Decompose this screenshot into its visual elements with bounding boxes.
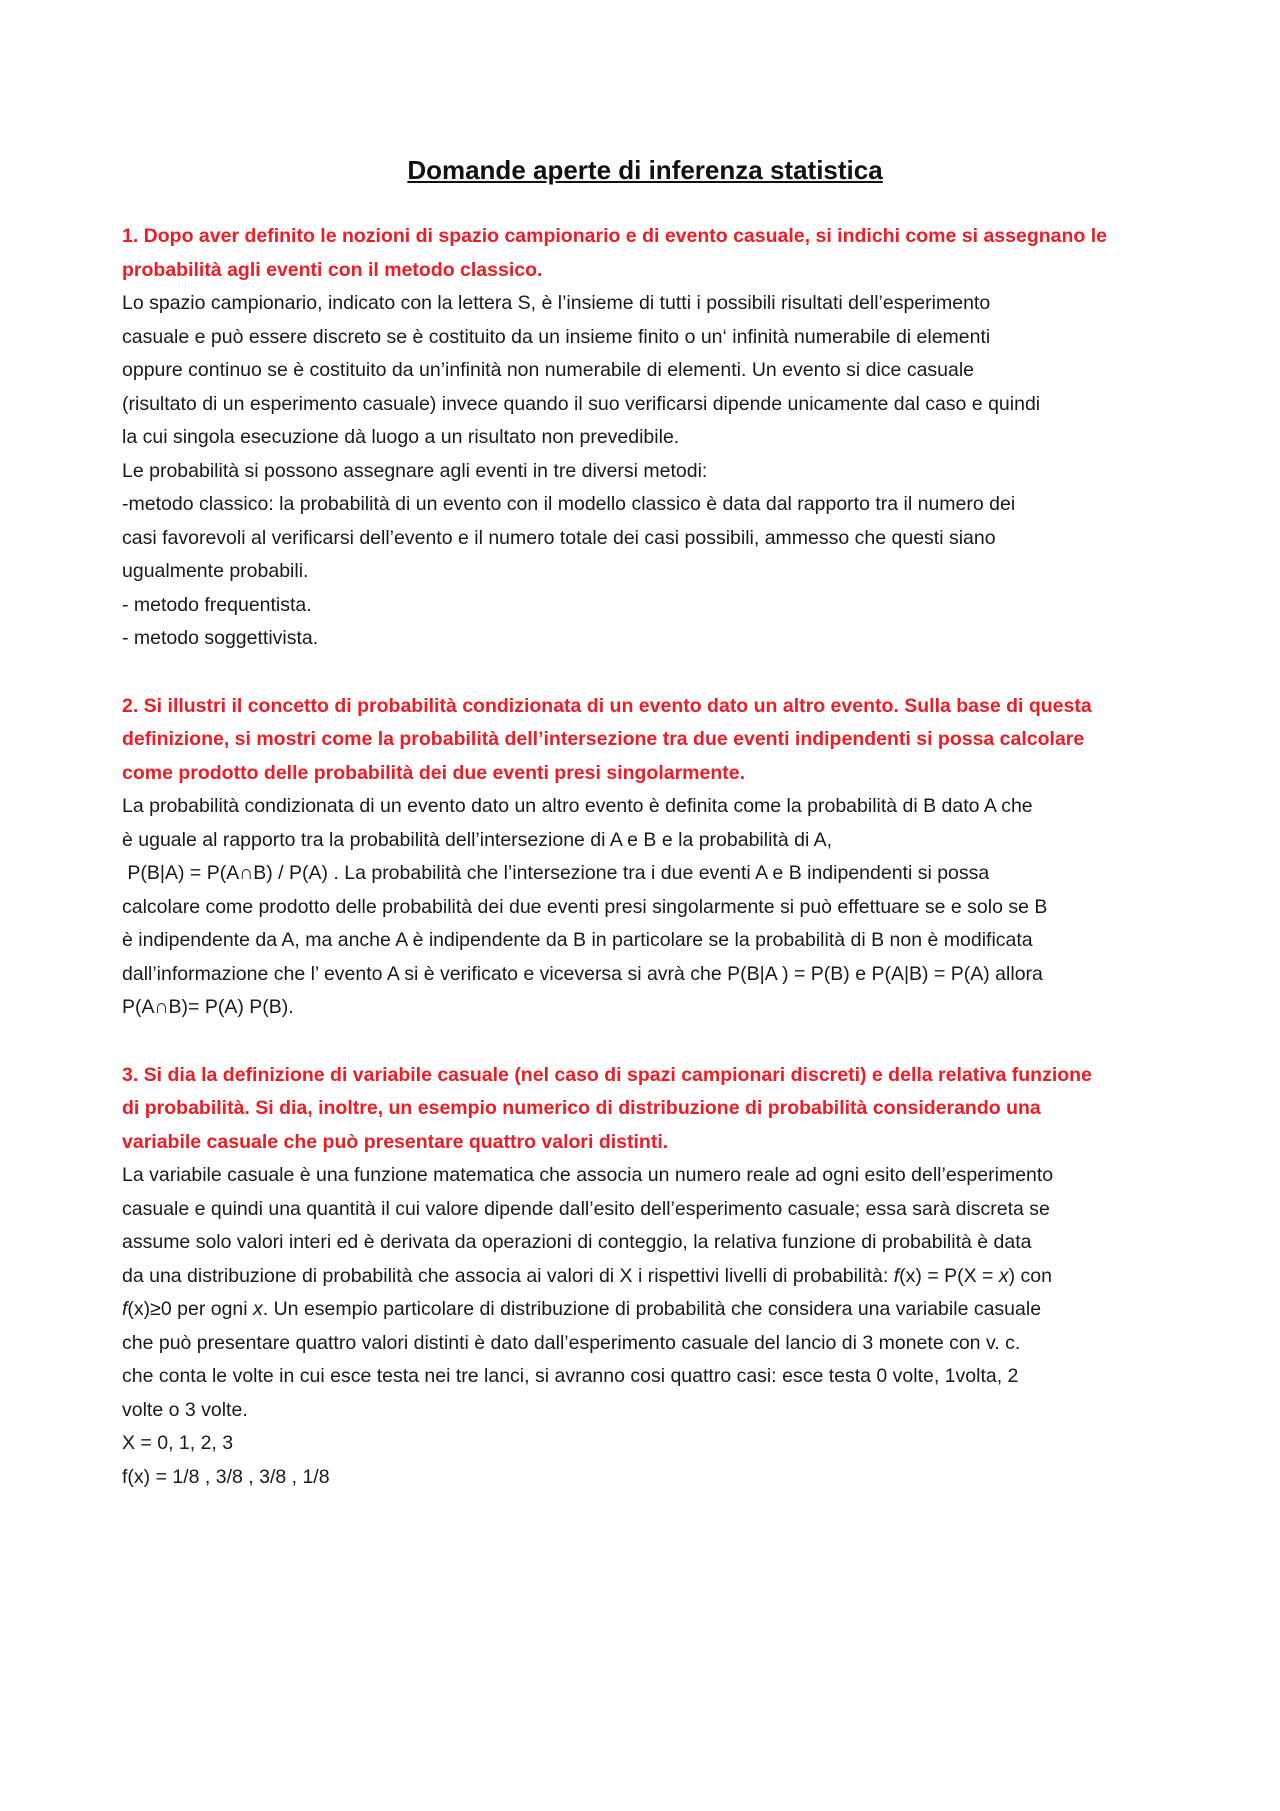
italic-f: f bbox=[122, 1298, 128, 1320]
question-line: 3. Si dia la definizione di variabile casuale (nel caso di spazi campionari discreti) e della relativa funzione bbox=[122, 1063, 1092, 1086]
answer-line: P(A∩B)= P(A) P(B). bbox=[122, 996, 294, 1018]
answer-line: che può presentare quattro valori distinti è dato dall’esperimento casuale del lancio di 3 monete con v. c. bbox=[122, 1331, 1021, 1354]
answer-line: La variabile casuale è una funzione matematica che associa un numero reale ad ogni esito dell’esperimento bbox=[122, 1164, 1054, 1186]
answer-line: casuale e quindi una quantità il cui valore dipende dall’esito dell’esperimento casuale; essa sarà discreta se bbox=[122, 1197, 1050, 1220]
text-run: . Un esempio particolare di distribuzione di probabilità che considera una variabile casuale bbox=[262, 1298, 1042, 1320]
question-line: probabilità agli eventi con il metodo classico. bbox=[122, 258, 543, 281]
section-2 bbox=[122, 690, 1168, 1025]
answer-line: - metodo soggettivista. bbox=[122, 627, 319, 649]
question-line: come prodotto delle probabilità dei due eventi presi singolarmente. bbox=[122, 761, 746, 784]
answer-line: calcolare come prodotto delle probabilità dei due eventi presi singolarmente si può effettuare se e solo se B bbox=[122, 895, 1048, 918]
answer-line-formula bbox=[122, 1293, 1168, 1327]
answer-line: Le probabilità si possono assegnare agli eventi in tre diversi metodi: bbox=[122, 459, 708, 482]
text-run: (x)≥0 per ogni bbox=[127, 1298, 254, 1320]
text-run: (x) = P(X = bbox=[899, 1264, 999, 1287]
answer-line: casuale e può essere discreto se è costituito da un insieme finito o un‘ infinità numerabile di elementi bbox=[122, 325, 991, 348]
answer-line: La probabilità condizionata di un evento dato un altro evento è definita come la probabilità di B dato A che bbox=[122, 795, 1033, 817]
question-1 bbox=[122, 220, 1168, 287]
answer-line: Lo spazio campionario, indicato con la lettera S, è l’insieme di tutti i possibili risultati dell’esperimento bbox=[122, 292, 991, 314]
question-3 bbox=[122, 1059, 1168, 1160]
answer-line: la cui singola esecuzione dà luogo a un risultato non prevedibile. bbox=[122, 426, 680, 448]
italic-f: f bbox=[893, 1264, 900, 1287]
answer-line: P(B|A) = P(A∩B) / P(A) . La probabilità che l’intersezione tra i due eventi A e B indipendenti si possa bbox=[122, 862, 990, 884]
answer-line: -metodo classico: la probabilità di un evento con il modello classico è data dal rapporto tra il numero dei bbox=[122, 493, 1016, 515]
italic-x: x bbox=[253, 1298, 263, 1320]
text-run: da una distribuzione di probabilità che associa ai valori di X i rispettivi livelli di probabilità: bbox=[122, 1264, 894, 1287]
document-page bbox=[122, 150, 1168, 1528]
answer-line: che conta le volte in cui esce testa nei tre lanci, si avranno cosi quattro casi: esce testa 0 volte, 1volta, 2 bbox=[122, 1365, 1019, 1387]
answer-line: ugualmente probabili. bbox=[122, 560, 309, 582]
answer-line: è indipendente da A, ma anche A è indipendente da B in particolare se la probabilità di B non è modificata bbox=[122, 929, 1033, 951]
section-3 bbox=[122, 1059, 1168, 1495]
question-line: 2. Si illustri il concetto di probabilità condizionata di un evento dato un altro evento. Sulla base di questa bbox=[122, 694, 1092, 717]
answer-line-formula bbox=[122, 1260, 1168, 1294]
question-line: variabile casuale che può presentare quattro valori distinti. bbox=[122, 1130, 669, 1153]
question-line: di probabilità. Si dia, inoltre, un esempio numerico di distribuzione di probabilità considerando una bbox=[122, 1097, 1041, 1119]
answer-line: volte o 3 volte. bbox=[122, 1398, 248, 1421]
answer-line: dall’informazione che l’ evento A si è verificato e viceversa si avrà che P(B|A ) = P(B) e P(A|B) = P(A) allora bbox=[122, 962, 1043, 985]
answer-line: è uguale al rapporto tra la probabilità dell’intersezione di A e B e la probabilità di A, bbox=[122, 828, 833, 851]
section-1 bbox=[122, 220, 1168, 656]
answer-line: oppure continuo se è costituito da un’infinità non numerabile di elementi. Un evento si dice casuale bbox=[122, 359, 975, 381]
question-line: definizione, si mostri come la probabilità dell’intersezione tra due eventi indipendenti si possa calcolare bbox=[122, 728, 1085, 750]
answer-line: casi favorevoli al verificarsi dell’evento e il numero totale dei casi possibili, ammesso che questi siano bbox=[122, 526, 996, 549]
answer-line: f(x) = 1/8 , 3/8 , 3/8 , 1/8 bbox=[122, 1465, 330, 1488]
answer-line: - metodo frequentista. bbox=[122, 593, 312, 616]
answer-3 bbox=[122, 1159, 1168, 1494]
answer-line: assume solo valori interi ed è derivata da operazioni di conteggio, la relativa funzione di probabilità è data bbox=[122, 1231, 1032, 1253]
question-2 bbox=[122, 690, 1168, 791]
document-title: Domande aperte di inferenza statistica bbox=[407, 155, 883, 185]
answer-line: (risultato di un esperimento casuale) invece quando il suo verificarsi dipende unicamente dal caso e quindi bbox=[122, 392, 1041, 415]
question-line: 1. Dopo aver definito le nozioni di spazio campionario e di evento casuale, si indichi come si assegnano le bbox=[122, 225, 1107, 247]
answer-line: X = 0, 1, 2, 3 bbox=[122, 1432, 234, 1454]
answer-1 bbox=[122, 287, 1168, 656]
italic-x: x bbox=[998, 1264, 1009, 1287]
text-run: ) con bbox=[1008, 1264, 1052, 1287]
answer-2 bbox=[122, 790, 1168, 1025]
